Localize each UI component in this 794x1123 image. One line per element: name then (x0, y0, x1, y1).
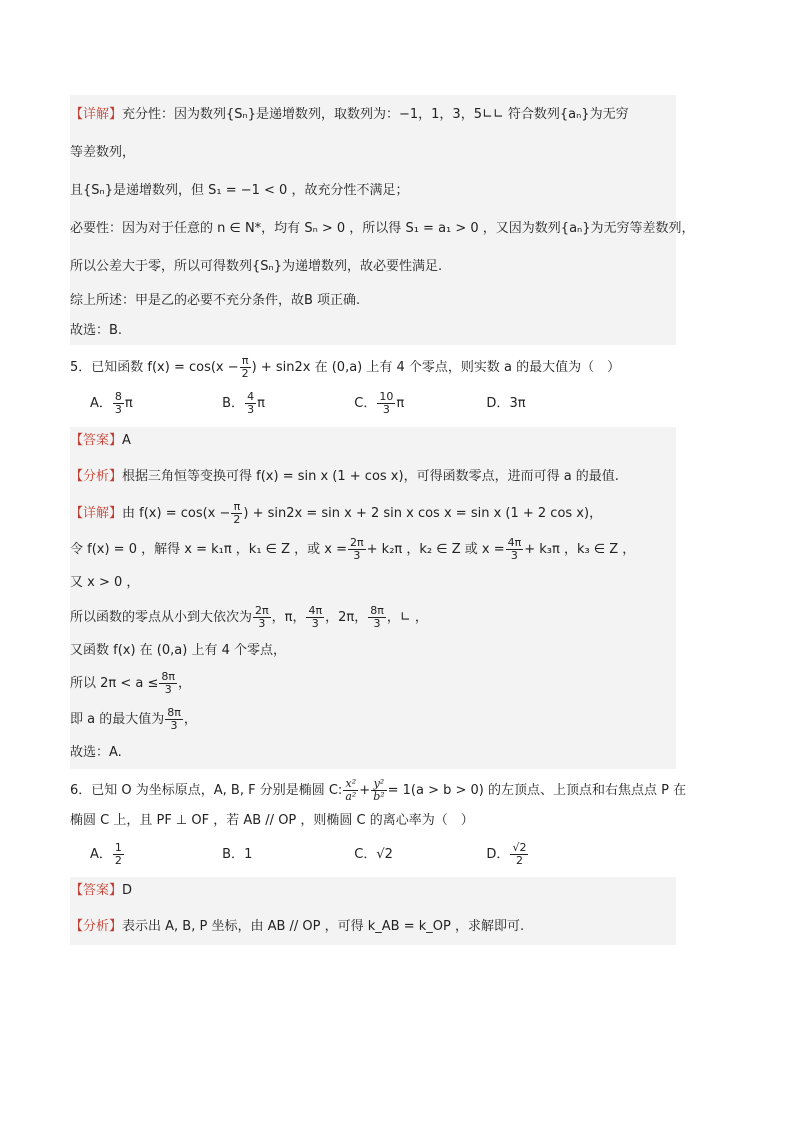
fraction-numerator: 2π (255, 604, 269, 617)
analysis-text: 根据三角恒等变换可得 f(x) = sin x (1 + cos x)，可得函数零点，进而可得 a 的最值. (122, 469, 619, 484)
detail-text: 即 a 的最大值为 (70, 712, 165, 727)
detail-tag: 【详解】 (70, 506, 123, 521)
q6-stem-part: = 1(a > b > 0) 的左顶点、上顶点和右焦点点 P 在 (387, 783, 687, 798)
option-label: B． (222, 396, 245, 411)
fraction-numerator: 8π (370, 604, 384, 617)
detail-line-1 (70, 105, 676, 125)
q6-stem-part: 6．已知 O 为坐标原点，A, B, F 分别是椭圆 C: (70, 783, 343, 798)
fraction-numerator: 8π (167, 706, 181, 719)
option-b (222, 839, 350, 871)
fraction-denominator: 3 (382, 403, 390, 416)
option-a (90, 839, 218, 871)
detail-text: ， (178, 676, 192, 691)
detail-line-6 (70, 669, 676, 699)
q5-stem-part: 5．已知函数 f(x) = cos (70, 360, 211, 375)
fraction (240, 355, 251, 380)
option-label: C． (354, 396, 377, 411)
fraction-numerator: 4 (247, 390, 255, 403)
fraction-denominator: 2 (515, 854, 523, 867)
option-label: B． (222, 847, 245, 862)
fraction (343, 778, 358, 803)
detail-text: ，2π， (325, 610, 368, 625)
fraction-numerator: y² (371, 778, 386, 791)
fraction-denominator: 2 (233, 513, 241, 526)
question-5-stem (70, 353, 676, 383)
fraction-denominator: 3 (164, 683, 172, 696)
detail-line-5: 所以公差大于零，所以可得数列{Sₙ}为递增数列，故必要性满足. (70, 259, 443, 274)
answer-tag: 【答案】 (70, 433, 123, 448)
detail-text: ， (183, 712, 197, 727)
detail-line-2: 等差数列， (70, 145, 136, 160)
option-label: A． (90, 847, 112, 862)
analysis-line (70, 467, 676, 487)
detail-tag: 【详解】 (70, 107, 123, 122)
option-value: √2 (376, 847, 393, 862)
option-label: D． (486, 396, 510, 411)
detail-text: (x − (202, 506, 231, 521)
solution-block-6 (70, 877, 676, 945)
analysis-tag: 【分析】 (70, 919, 123, 934)
option-c (354, 389, 482, 419)
option-label: A． (90, 396, 112, 411)
fraction (506, 537, 524, 562)
analysis-tag: 【分析】 (70, 469, 123, 484)
analysis-text: 表示出 A, B, P 坐标，由 AB // OP ，可得 k_AB = k_OP ，求解即可. (122, 919, 525, 934)
fraction-numerator: 2π (350, 536, 364, 549)
fraction-numerator: x² (343, 778, 358, 791)
fraction-denominator: 3 (311, 617, 319, 630)
fraction (245, 391, 256, 416)
detail-line-3: 又 x > 0 ， (70, 575, 140, 590)
question-5-options (70, 389, 676, 419)
detail-line-8: 故选：A. (70, 745, 122, 760)
fraction (159, 671, 177, 696)
fraction-denominator: b² (373, 790, 385, 803)
analysis-line (70, 917, 676, 937)
q5-stem-paren: (x − (210, 360, 239, 375)
fraction-denominator: 3 (510, 549, 518, 562)
fraction-denominator: 3 (353, 549, 361, 562)
solution-block-5 (70, 427, 676, 769)
fraction (165, 707, 183, 732)
option-tail: π (396, 396, 405, 411)
answer-value: A (122, 433, 131, 448)
fraction-numerator: 8π (161, 670, 176, 683)
page-content (70, 95, 695, 945)
detail-text: ) + sin2x = sin x + 2 sin x cos x = sin x (1 + 2 cos x)， (243, 506, 603, 521)
detail-text: 所以函数的零点从小到大依次为 (70, 610, 253, 625)
detail-line-7: 故选：B. (70, 323, 123, 338)
answer-value: D (122, 883, 133, 898)
fraction (510, 842, 528, 867)
detail-line-1 (70, 499, 676, 529)
option-d (486, 389, 614, 419)
answer-tag: 【答案】 (70, 883, 123, 898)
detail-line-7 (70, 705, 676, 735)
detail-line-2 (70, 535, 676, 565)
detail-text: 充分性：因为数列{Sₙ}是递增数列，取数列为：−1，1，3，5∟∟ 符合数列{aₙ}为无穷 (122, 107, 629, 122)
detail-text: ，∟ ， (386, 610, 428, 625)
fraction (371, 778, 386, 803)
fraction (377, 391, 395, 416)
fraction-denominator: 3 (170, 719, 178, 732)
question-6 (70, 769, 687, 871)
question-6-options (70, 839, 676, 871)
fraction-denominator: 3 (114, 403, 122, 416)
fraction-denominator: 3 (373, 617, 381, 630)
question-5 (70, 345, 676, 419)
fraction (113, 391, 124, 416)
detail-text: 由 f(x) = cos (122, 506, 203, 521)
option-a (90, 389, 218, 419)
fraction-numerator: π (240, 355, 251, 368)
fraction-numerator: √2 (512, 841, 527, 854)
detail-text: ，π， (271, 610, 306, 625)
question-6-stem-2: 椭圆 C 上，且 PF ⊥ OF ，若 AB // OP ，则椭圆 C 的离心率为（ ） (70, 813, 474, 828)
fraction-numerator: 10 (379, 390, 394, 403)
fraction (306, 605, 324, 630)
detail-text: 令 f(x) = 0 ，解得 x = k₁π ，k₁ ∈ Z ，或 x = (70, 542, 348, 557)
answer-line (70, 431, 676, 451)
q5-stem-part: ) + sin2x 在 (0,a) 上有 4 个零点，则实数 a 的最大值为（ ） (251, 360, 621, 375)
detail-text: + k₂π ，k₂ ∈ Z 或 x = (366, 542, 505, 557)
fraction-denominator: 3 (258, 617, 266, 630)
fraction-numerator: π (231, 501, 242, 514)
option-value: 3π (509, 396, 526, 411)
option-c (354, 839, 482, 871)
detail-text: 所以 2π < a ≤ (70, 676, 159, 691)
answer-line (70, 881, 676, 901)
fraction (113, 842, 124, 867)
fraction (368, 605, 386, 630)
detail-line-5: 又函数 f(x) 在 (0,a) 上有 4 个零点， (70, 643, 286, 658)
fraction-denominator: 2 (114, 854, 122, 867)
q6-stem-part: + (359, 783, 371, 798)
question-6-stem-1 (70, 775, 687, 807)
detail-line-6: 综上所述：甲是乙的必要不充分条件，故B 项正确. (70, 293, 361, 308)
fraction-denominator: 2 (241, 367, 249, 380)
option-tail: π (257, 396, 265, 411)
option-d (486, 839, 614, 871)
option-label: D． (486, 847, 510, 862)
fraction-numerator: 1 (114, 841, 122, 854)
fraction-denominator: a² (345, 790, 357, 803)
fraction (231, 501, 242, 526)
detail-line-3: 且{Sₙ}是递增数列，但 S₁ = −1 < 0 ，故充分性不满足； (70, 183, 409, 198)
option-label: C． (354, 847, 377, 862)
option-b (222, 389, 350, 419)
fraction-numerator: 4π (507, 536, 522, 549)
option-tail: π (124, 396, 133, 411)
fraction-numerator: 8 (114, 390, 122, 403)
detail-block-1 (70, 95, 695, 345)
detail-line-4 (70, 603, 676, 633)
fraction-numerator: 4π (308, 604, 323, 617)
detail-text: + k₃π ，k₃ ∈ Z ， (524, 542, 636, 557)
fraction-denominator: 3 (247, 403, 255, 416)
fraction (253, 605, 271, 630)
detail-line-4: 必要性：因为对于任意的 n ∈ N*，均有 Sₙ > 0 ，所以得 S₁ = a₁ > 0 ，又因为数列{aₙ}为无穷等差数列， (70, 221, 695, 236)
option-value: 1 (244, 847, 253, 862)
fraction (348, 537, 366, 562)
